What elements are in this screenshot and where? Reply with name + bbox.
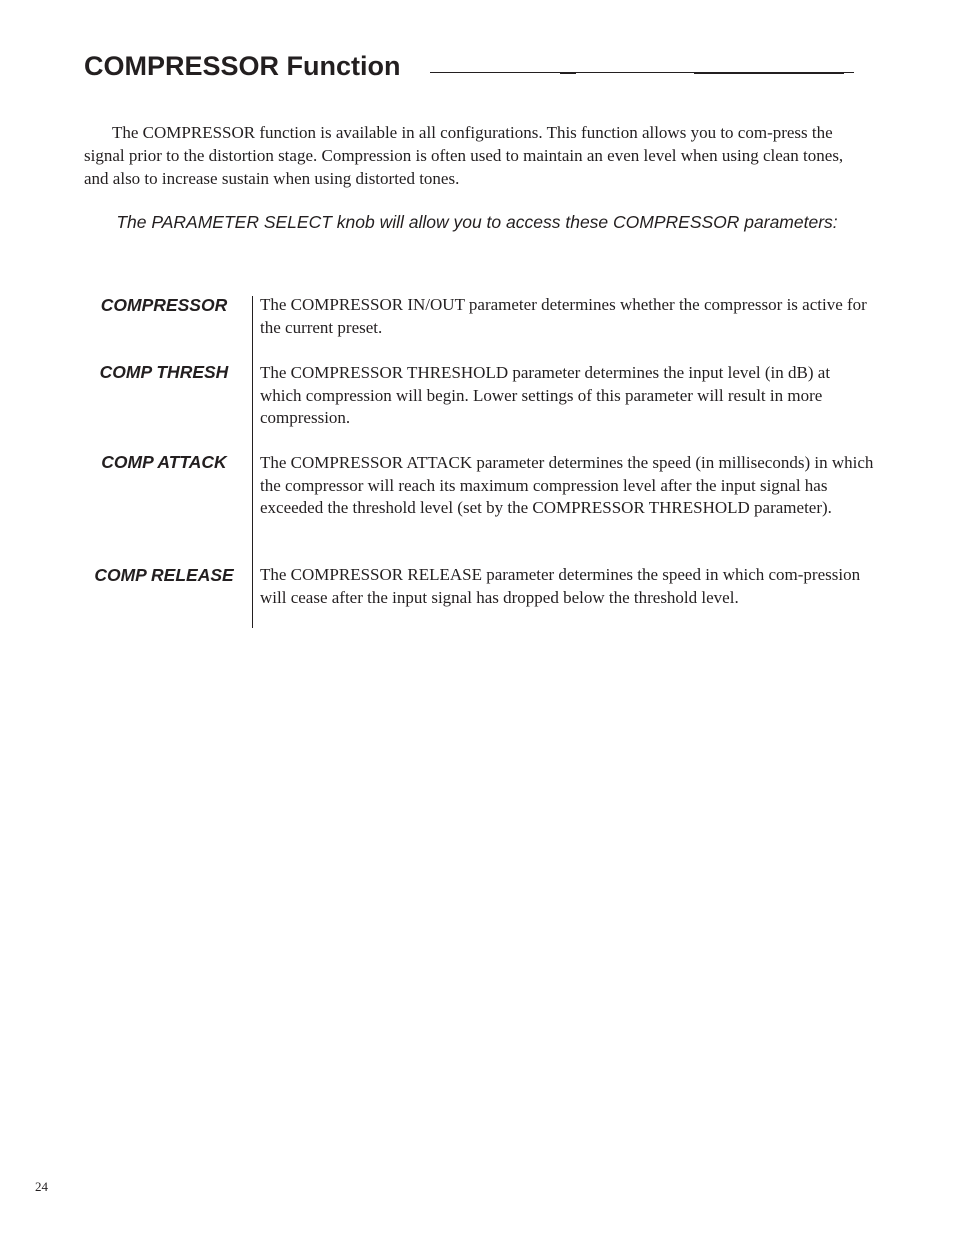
- intro-paragraph: The COMPRESSOR function is available in all configurations. This function allows you to com-press the signal prior to the distortion stage. Compression is often used to maintain an even level when using clean tones, and also to increase sustain when using distorted tones.: [84, 123, 844, 188]
- parameter-select-note: The PARAMETER SELECT knob will allow you to access these COMPRESSOR parameters:: [116, 212, 838, 232]
- param-name-comp-attack: COMP ATTACK: [101, 452, 227, 472]
- param-name-comp-release: COMP RELEASE: [94, 565, 234, 585]
- page-number: 24: [35, 1179, 48, 1194]
- param-name-comp-thresh: COMP THRESH: [99, 362, 229, 382]
- parameter-divider: [252, 296, 253, 628]
- param-desc-comp-thresh: The COMPRESSOR THRESHOLD parameter determines the input level (in dB) at which compression will begin. Lower settings of this parameter will result in more compression.: [260, 363, 831, 427]
- title-rule: [430, 72, 854, 73]
- param-desc-comp-release: The COMPRESSOR RELEASE parameter determines the speed in which com-pression will cease after the input signal has dropped below the threshold level.: [260, 565, 861, 607]
- param-desc-compressor: The COMPRESSOR IN/OUT parameter determines whether the compressor is active for the current preset.: [260, 295, 867, 337]
- page-title: COMPRESSOR Function: [84, 51, 401, 81]
- param-desc-comp-attack: The COMPRESSOR ATTACK parameter determines the speed (in milliseconds) in which the compressor will reach its maximum compression level after the input signal has exceeded the threshold level (set by the COMPRESSOR THRESHOLD parameter).: [260, 453, 874, 517]
- param-name-compressor: COMPRESSOR: [100, 295, 228, 315]
